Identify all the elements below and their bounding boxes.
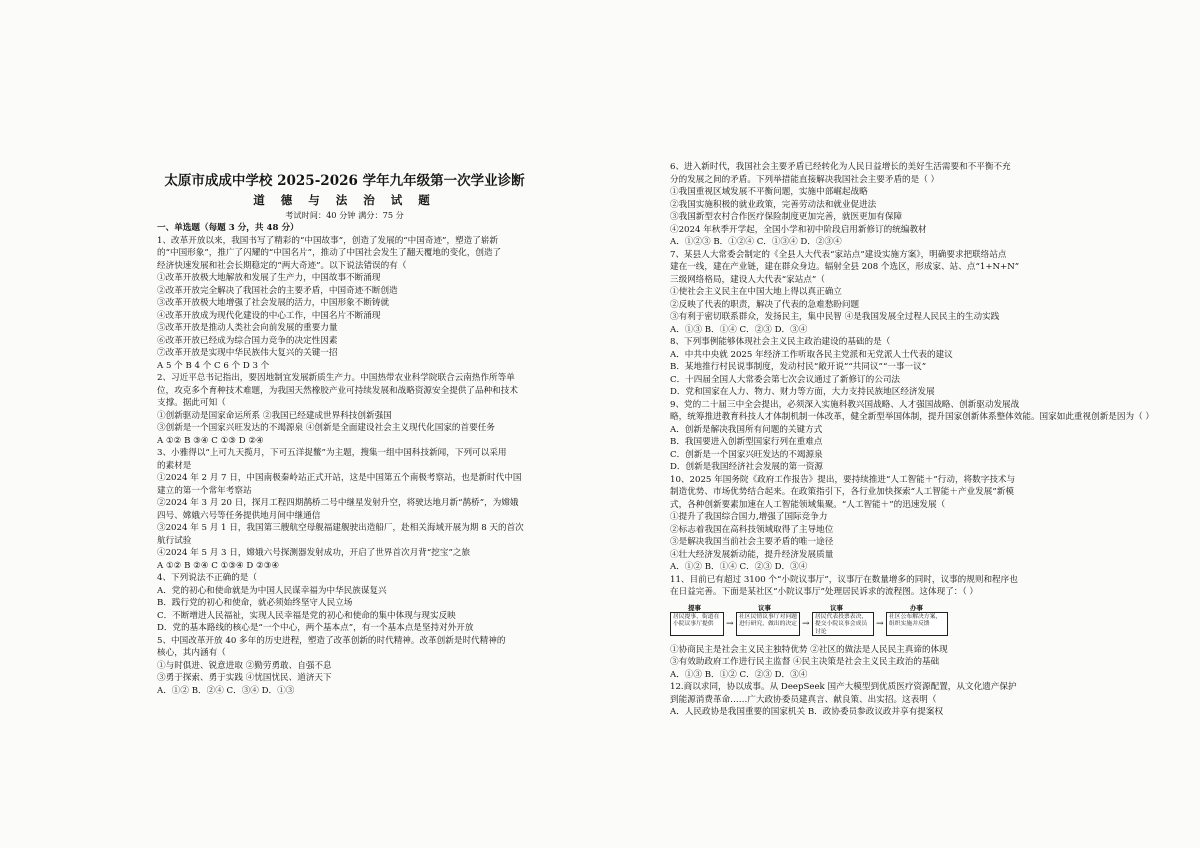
exam-subtitle: 道 德 与 法 治 试 题: [253, 193, 436, 207]
flowchart-box: 社区民情议事厅对问题进行研究，做出的决定: [736, 612, 800, 636]
question-text-line: 4、下列说法不正确的是（: [157, 573, 257, 583]
arrow-right-icon: →: [726, 618, 734, 629]
question-text-line: D．党和国家在人力、物力、财力等方面，大力支持民族地区经济发展: [670, 387, 935, 397]
question-text-line: ②改革开放完全解决了我国社会的主要矛盾，中国奇迹不断创造: [157, 285, 398, 296]
question-text-line: ④改革开放成为现代化建设的中心工作，中国名片不断涌现: [157, 310, 381, 321]
right-question-list-top: [670, 161, 1154, 599]
question-text-line: A 5 个 B 4 个 C 6 个 D 3 个: [157, 360, 270, 371]
question-text-line: ③创新是一个国家兴旺发达的不竭源泉 ④创新是全面建设社会主义现代化国家的首要任务: [157, 423, 495, 433]
left-question-list: [157, 222, 532, 697]
question-text-line: 到能源消费革命……广大政协委员建真言、献良策、出实招。这表明（: [670, 694, 937, 705]
question-text-line: A．①② B．②④ C．③④ D．①③: [157, 685, 295, 696]
question-text-line: 的素材是: [157, 460, 192, 471]
exam-info: 考试时间：40 分钟 满分：75 分: [285, 210, 404, 220]
question-text-line: ⑦改革开放是实现中华民族伟大复兴的关键一招: [157, 348, 338, 358]
flow-step-label: 办事: [910, 603, 923, 612]
question-text-line: ②我国实施积极的就业政策，完善劳动法和就业促进法: [670, 199, 877, 210]
question-text-line: 支撑。据此可知（: [157, 398, 226, 408]
question-text-line: ④壮大经济发展新动能，提升经济发展质量: [670, 549, 834, 560]
question-text-line: ⑤改革开放是推动人类社会向前发展的重要力量: [157, 323, 338, 333]
question-text-line: C．十四届全国人大常委会第七次会议通过了新修订的公司法: [670, 374, 901, 385]
question-text-line: ①改革开放极大地解放和发展了生产力，中国故事不断涌现: [157, 273, 381, 283]
question-text-line: ①创新驱动是国家命运所系 ②我国已经建成世界科技创新强国: [157, 410, 392, 421]
question-text-line: 3、小雅得以“上可九天揽月，下可五洋捉鳖”为主题，搜集一组中国科技新闻，下列可以采用: [157, 448, 507, 458]
question-text-line: A．中共中央就 2025 年经济工作听取各民主党派和无党派人士代表的建议: [670, 349, 953, 360]
question-text-line: 9、党的二十届三中全会提出，必须深入实施科教兴国战略、人才强国战略、创新驱动发展战: [670, 399, 1020, 410]
question-text-line: ①提升了我国综合国力,增强了国际竞争力: [670, 512, 828, 522]
question-text-line: D．创新是我国经济社会发展的第一资源: [670, 462, 823, 472]
flow-step-label: 议事: [830, 603, 843, 612]
question-text-line: A．①②③ B．①②④ C．①③④ D．②③④: [670, 237, 842, 247]
left-page-column: [157, 171, 532, 697]
question-text-line: C．创新是一个国家兴旺发达的不竭源泉: [670, 449, 823, 460]
question-text-line: B．我国要进入创新型国家行列在重难点: [670, 437, 823, 447]
question-text-line: A．①③ B．①④ C．②③ D．③④: [670, 324, 808, 335]
question-text-line: ①2024 年 2 月 7 日，中国南极秦岭站正式开站，这是中国第五个南极考察站，也是新时代中国: [157, 473, 522, 483]
flow-step-label: 提事: [688, 603, 701, 612]
question-text-line: 航行试验: [157, 535, 192, 546]
question-text-line: ③2024 年 5 月 1 日，我国第三艘航空母舰福建舰驶出造船厂，赴相关海域开展为期 8 天的首次: [157, 523, 524, 533]
question-text-line: ③勇于探索、勇于实践 ④忧国忧民、道济天下: [157, 673, 332, 683]
question-text-line: 经济快速发展和社会长期稳定的“两大奇迹”。以下说法错误的有（: [157, 260, 407, 271]
question-text-line: 四号、嫦娥六号等任务提供地月间中继通信: [157, 510, 321, 521]
question-text-line: A ①② B ③④ C ①③ D ②④: [157, 435, 264, 446]
question-text-line: ③是解决我国当前社会主要矛盾的唯一途径: [670, 537, 834, 547]
question-text-line: 8、下列事例能够体现社会主义民主政治建设的基础的是（: [670, 337, 891, 347]
flowchart: [670, 602, 950, 640]
question-text-line: ③有效助政府工作进行民主监督 ④民主决策是社会主义民主政治的基础: [670, 657, 940, 667]
question-text-line: 11、目前已有超过 3100 个“小院议事厅”，议事厅在数量增多的同时，议事的规则和程序也: [670, 574, 1018, 585]
flowchart-box: 居民提事，街道在小院议事厅提供: [670, 612, 724, 636]
question-text-line: 2、习近平总书记指出，要因地制宜发展新质生产力。中国热带农业科学院联合云南热作所等单: [157, 373, 515, 383]
question-text-line: ②标志着我国在高科技领域取得了主导地位: [670, 524, 834, 535]
flowchart-box: 社区公布解决方案，组织实施并反馈: [886, 612, 948, 636]
question-text-line: 建在一线，建在产业链，建在群众身边。辐射全县 208 个选区，形成家、站、点“1+N+N”: [670, 262, 1020, 272]
question-text-line: 7、某县人大常委会制定的《全县人大代表“家站点”建设实施方案》，明确要求把联络站点: [670, 249, 1007, 260]
question-text-line: 5、中国改革开放 40 多年的历史进程，塑造了改革创新的时代精神。改革创新是时代精神的: [157, 635, 506, 646]
question-text-line: 三级网络格局，建设人大代表“家站点”（: [670, 274, 825, 285]
question-text-line: ⑥改革开放已经成为综合国力竞争的决定性因素: [157, 335, 338, 346]
question-text-line: 1、改革开放以来，我国书写了精彩的“中国故事”，创造了发展的“中国奇迹”，塑造了崭新: [157, 235, 499, 246]
arrow-right-icon: →: [876, 618, 884, 629]
question-text-line: 一、单选题（每题 3 分，共 48 分）: [157, 223, 299, 233]
question-text-line: ①协商民主是社会主义民主独特优势 ②社区的做法是人民民主真谛的体现: [670, 644, 948, 655]
question-text-line: D．党的基本路线的核心是“一个中心，两个基本点”，有一个基本点是坚持对外开放: [157, 623, 474, 633]
question-text-line: 12.商以求同，协以成事。从 DeepSeek 国产大模型到优质医疗资源配置，从文化遗产保护: [670, 682, 1017, 692]
question-text-line: 式，各种创新要素加速在人工智能领域集聚。“人工智能＋”的迅速发展（: [670, 499, 946, 510]
question-text-line: ①使社会主义民主在中国大地上得以真正确立: [670, 287, 842, 297]
question-text-line: 在日益完善。下面是某社区“小院议事厅”处理居民诉求的流程图。这体现了：（ ）: [670, 587, 979, 597]
question-text-line: B．践行党的初心和使命，就必须始终坚守人民立场: [157, 598, 353, 608]
question-text-line: A．①② B．①④ C．②③ D．③④: [670, 562, 808, 572]
flowchart-box: 居民代表投票表决，提交小院议事会成员讨论: [812, 612, 874, 636]
question-text-line: 10、2025 年国务院《政府工作报告》提出，要持续推进“人工智能＋”行动，将数字技术与: [670, 474, 1016, 485]
right-question-list-bottom: [670, 644, 1050, 719]
question-text-line: A ①② B ②④ C ①③④ D ②③④: [157, 560, 280, 571]
question-text-line: B．某地推行村民说事制度，发动村民“敞开说”“共同议”“一事一议”: [670, 362, 927, 372]
question-text-line: A．党的初心和使命就是为中国人民谋幸福为中华民族谋复兴: [157, 585, 387, 596]
question-text-line: ①我国重视区域发展不平衡问题，实施中部崛起战略: [670, 187, 868, 197]
question-text-line: ①与时俱进、锐意进取 ②勤劳勇敢、自强不息: [157, 660, 332, 671]
question-text-line: ④2024 年 5 月 3 日，嫦娥六号探测器发射成功，开启了世界首次月背“挖宝”之旅: [157, 548, 471, 558]
question-text-line: A．人民政协是我国重要的国家机关 B．政协委员参政议政并享有提案权: [670, 707, 944, 717]
question-text-line: ②反映了代表的职责，解决了代表的急难愁盼问题: [670, 299, 860, 310]
question-text-line: ②2024 年 3 月 20 日，探月工程四期鹊桥二号中继星发射升空，将驶达地月新“鹊桥”，为嫦娥: [157, 498, 519, 508]
question-text-line: 建立的第一个常年考察站: [157, 485, 252, 496]
question-text-line: ③改革开放极大地增强了社会发展的活力，中国形象不断铸就: [157, 298, 390, 308]
question-text-line: 位，攻克多个育种技术难题，为我国天然橡胶产业可持续发展和战略资源安全提供了品种和技术: [157, 385, 518, 396]
question-text-line: 核心，其内涵有（: [157, 648, 226, 658]
question-text-line: A．①③ B．①② C．②③ D．③④: [670, 669, 808, 680]
question-text-line: ④2024 年秋季开学起，全国小学和初中阶段启用新修订的统编教材: [670, 224, 927, 235]
arrow-right-icon: →: [802, 618, 810, 629]
question-text-line: C．不断增进人民福祉，实现人民幸福是党的初心和使命的集中体现与现实反映: [157, 610, 456, 621]
question-text-line: ③有利于密切联系群众，发扬民主，集中民智 ④是我国发展全过程人民民主的生动实践: [670, 312, 1000, 322]
question-text-line: A．创新是解决我国所有问题的关键方式: [670, 424, 823, 435]
question-text-line: 分的发展之间的矛盾。下列举措能直接解决我国社会主要矛盾的是（ ）: [670, 174, 940, 185]
right-page-column: [670, 161, 1154, 719]
exam-title: 太原市成成中学校 2025-2026 学年九年级第一次学业诊断: [164, 173, 525, 189]
question-text-line: 的“中国形象”，推广了闪耀的“中国名片”，推动了中国社会发生了翻天覆地的变化，创造了: [157, 248, 502, 258]
question-text-line: ③我国新型农村合作医疗保险制度更加完善，就医更加有保障: [670, 212, 903, 222]
flow-step-label: 议事: [758, 603, 771, 612]
question-text-line: 略，统筹推进教育科技人才体制机制一体改革，健全新型举国体制，提升国家创新体系整体效能。国家如此重视创新是因为（ ）: [670, 412, 1154, 422]
question-text-line: 6、进入新时代，我国社会主要矛盾已经转化为人民日益增长的美好生活需要和不平衡不充: [670, 162, 1011, 172]
question-text-line: 制造优势、市场优势结合起来。在政策指引下，各行业加快探索“人工智能＋产业发展”新模: [670, 487, 1014, 497]
